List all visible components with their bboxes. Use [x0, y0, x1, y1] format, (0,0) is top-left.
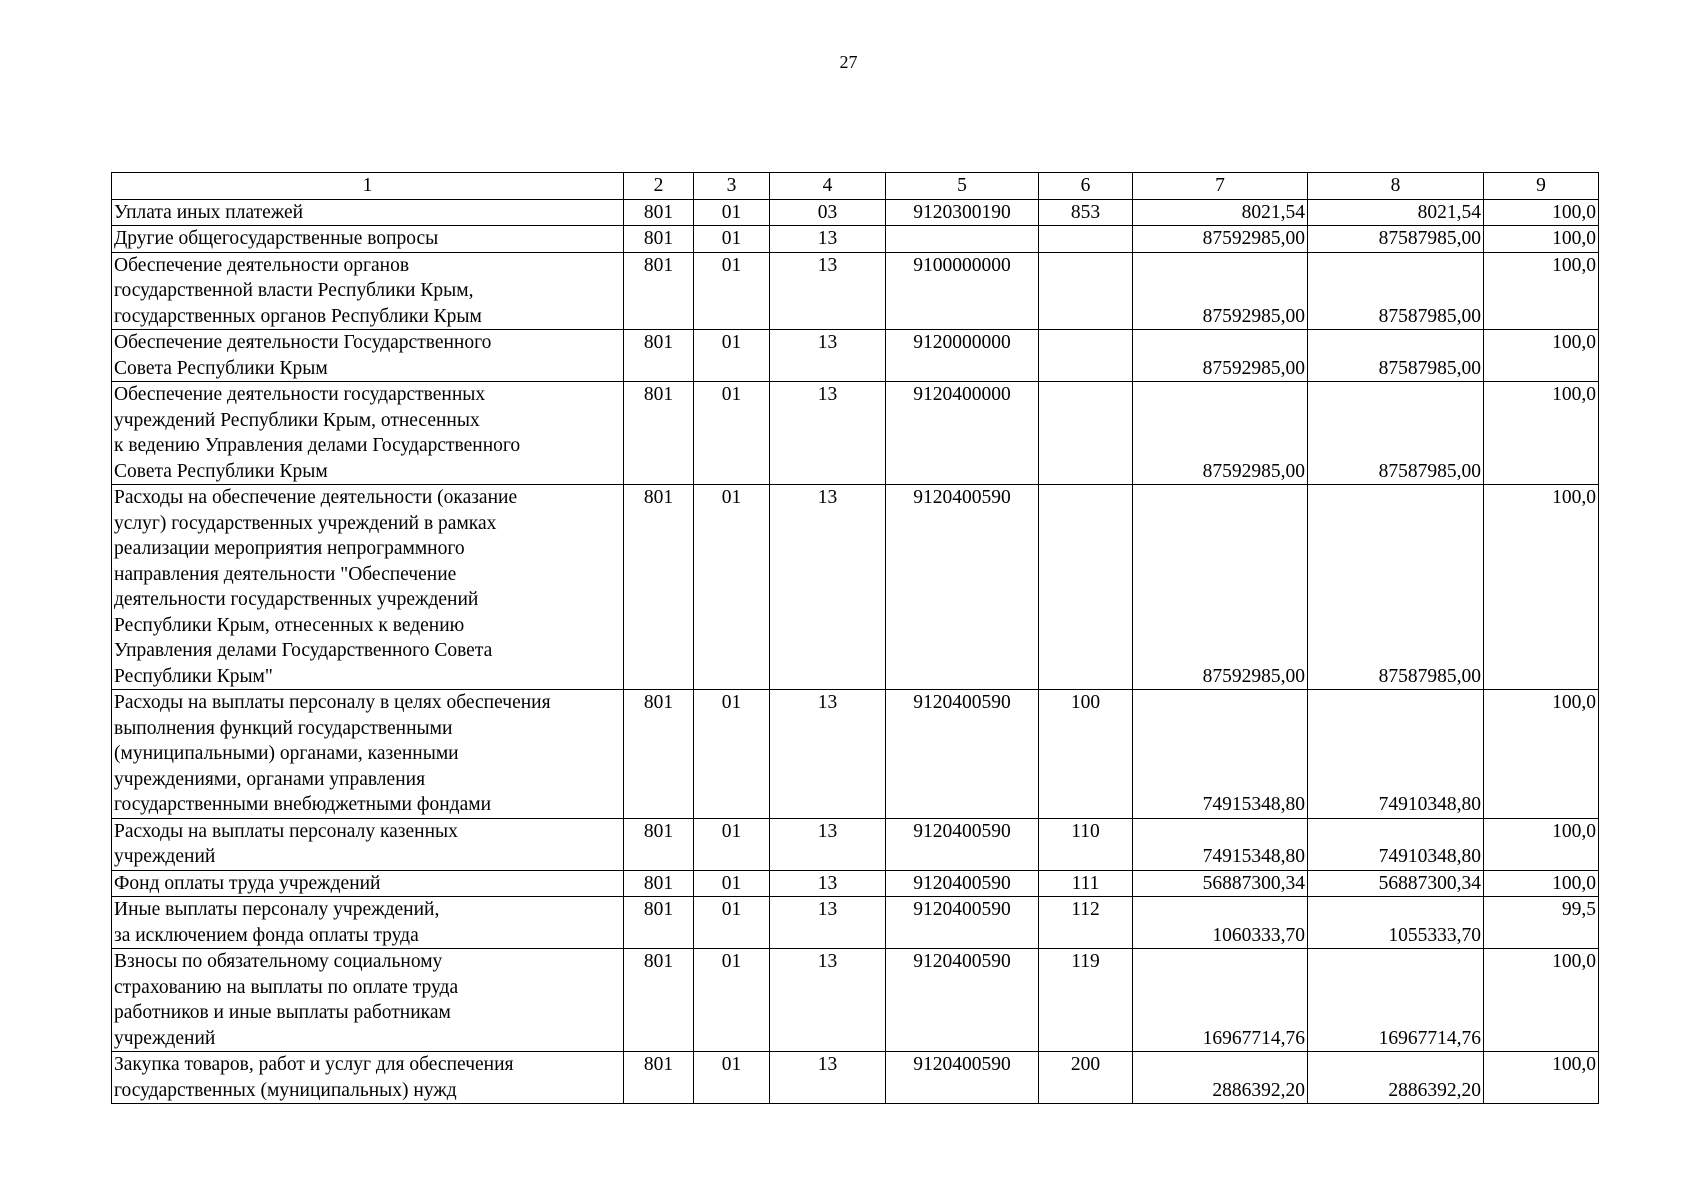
table-row [112, 690, 1599, 819]
cell-planned-amount: 87592985,00 [1133, 252, 1308, 330]
cell-expense-type: 119 [1039, 949, 1133, 1052]
cell-execution-percent: 100,0 [1484, 949, 1599, 1052]
cell-code-admin: 801 [624, 330, 694, 382]
cell-subsection: 13 [770, 949, 886, 1052]
cell-planned-amount: 87592985,00 [1133, 382, 1308, 485]
cell-planned-amount: 16967714,76 [1133, 949, 1308, 1052]
cell-subsection: 13 [770, 1052, 886, 1104]
cell-section: 01 [694, 485, 770, 690]
table-row [112, 870, 1599, 897]
cell-code-admin: 801 [624, 199, 694, 226]
cell-section: 01 [694, 199, 770, 226]
table-row [112, 330, 1599, 382]
table-row [112, 252, 1599, 330]
cell-code-admin: 801 [624, 949, 694, 1052]
header-cell-8: 8 [1308, 173, 1484, 200]
cell-execution-percent: 100,0 [1484, 1052, 1599, 1104]
table-row [112, 818, 1599, 870]
cell-executed-amount: 56887300,34 [1308, 870, 1484, 897]
cell-expense-type: 111 [1039, 870, 1133, 897]
cell-code-admin: 801 [624, 818, 694, 870]
cell-name: Фонд оплаты труда учреждений [112, 870, 624, 897]
cell-executed-amount: 87587985,00 [1308, 330, 1484, 382]
cell-execution-percent: 100,0 [1484, 330, 1599, 382]
cell-target-article: 9120400590 [886, 690, 1039, 819]
cell-executed-amount: 87587985,00 [1308, 252, 1484, 330]
cell-expense-type: 200 [1039, 1052, 1133, 1104]
cell-section: 01 [694, 818, 770, 870]
cell-executed-amount: 74910348,80 [1308, 818, 1484, 870]
cell-code-admin: 801 [624, 897, 694, 949]
header-cell-1: 1 [112, 173, 624, 200]
cell-expense-type [1039, 252, 1133, 330]
cell-execution-percent: 100,0 [1484, 226, 1599, 253]
budget-table [111, 172, 1599, 1104]
cell-expense-type [1039, 485, 1133, 690]
cell-planned-amount: 1060333,70 [1133, 897, 1308, 949]
cell-planned-amount: 74915348,80 [1133, 690, 1308, 819]
cell-target-article: 9120400000 [886, 382, 1039, 485]
cell-section: 01 [694, 870, 770, 897]
cell-planned-amount: 2886392,20 [1133, 1052, 1308, 1104]
table-row [112, 199, 1599, 226]
cell-executed-amount: 87587985,00 [1308, 382, 1484, 485]
cell-name: Расходы на выплаты персоналу в целях обеспечения выполнения функций государственными (муниципальными) органами, казенными учреждениями, органами управления государственными внебюджетными фондами [112, 690, 624, 819]
cell-executed-amount: 2886392,20 [1308, 1052, 1484, 1104]
cell-expense-type: 110 [1039, 818, 1133, 870]
cell-subsection: 13 [770, 897, 886, 949]
cell-section: 01 [694, 330, 770, 382]
cell-target-article: 9120400590 [886, 485, 1039, 690]
cell-executed-amount: 87587985,00 [1308, 226, 1484, 253]
cell-executed-amount: 8021,54 [1308, 199, 1484, 226]
cell-target-article: 9120400590 [886, 1052, 1039, 1104]
cell-execution-percent: 100,0 [1484, 690, 1599, 819]
cell-expense-type [1039, 330, 1133, 382]
table-body [112, 173, 1599, 1104]
cell-target-article [886, 226, 1039, 253]
cell-code-admin: 801 [624, 1052, 694, 1104]
cell-target-article: 9100000000 [886, 252, 1039, 330]
cell-execution-percent: 99,5 [1484, 897, 1599, 949]
cell-section: 01 [694, 949, 770, 1052]
cell-expense-type [1039, 382, 1133, 485]
cell-target-article: 9120400590 [886, 897, 1039, 949]
cell-code-admin: 801 [624, 690, 694, 819]
cell-planned-amount: 8021,54 [1133, 199, 1308, 226]
header-row [112, 173, 1599, 200]
cell-subsection: 13 [770, 382, 886, 485]
table-row [112, 226, 1599, 253]
cell-name: Взносы по обязательному социальному страхованию на выплаты по оплате труда работников и иные выплаты работникам учреждений [112, 949, 624, 1052]
header-cell-9: 9 [1484, 173, 1599, 200]
cell-subsection: 13 [770, 226, 886, 253]
cell-target-article: 9120400590 [886, 818, 1039, 870]
cell-execution-percent: 100,0 [1484, 199, 1599, 226]
cell-subsection: 13 [770, 252, 886, 330]
header-cell-3: 3 [694, 173, 770, 200]
cell-executed-amount: 74910348,80 [1308, 690, 1484, 819]
cell-planned-amount: 87592985,00 [1133, 485, 1308, 690]
cell-name: Обеспечение деятельности органов государственной власти Республики Крым, государственных органов Республики Крым [112, 252, 624, 330]
table-row [112, 382, 1599, 485]
cell-section: 01 [694, 382, 770, 485]
cell-subsection: 13 [770, 485, 886, 690]
cell-expense-type: 112 [1039, 897, 1133, 949]
cell-target-article: 9120300190 [886, 199, 1039, 226]
cell-name: Другие общегосударственные вопросы [112, 226, 624, 253]
cell-section: 01 [694, 226, 770, 253]
table-row [112, 897, 1599, 949]
cell-name: Расходы на обеспечение деятельности (оказание услуг) государственных учреждений в рамках реализации мероприятия непрограммного направления деятельности "Обеспечение деятельности государственных учреждений Республики Крым, отнесенных к ведению Управления делами Государственного Совета Республики Крым" [112, 485, 624, 690]
cell-code-admin: 801 [624, 252, 694, 330]
cell-section: 01 [694, 897, 770, 949]
cell-execution-percent: 100,0 [1484, 818, 1599, 870]
cell-expense-type: 100 [1039, 690, 1133, 819]
cell-execution-percent: 100,0 [1484, 252, 1599, 330]
cell-subsection: 13 [770, 690, 886, 819]
cell-section: 01 [694, 252, 770, 330]
cell-target-article: 9120000000 [886, 330, 1039, 382]
cell-subsection: 13 [770, 870, 886, 897]
cell-section: 01 [694, 690, 770, 819]
cell-code-admin: 801 [624, 226, 694, 253]
cell-executed-amount: 16967714,76 [1308, 949, 1484, 1052]
cell-target-article: 9120400590 [886, 870, 1039, 897]
cell-planned-amount: 87592985,00 [1133, 330, 1308, 382]
cell-name: Расходы на выплаты персоналу казенных учреждений [112, 818, 624, 870]
cell-name: Уплата иных платежей [112, 199, 624, 226]
header-cell-4: 4 [770, 173, 886, 200]
cell-name: Закупка товаров, работ и услуг для обеспечения государственных (муниципальных) нужд [112, 1052, 624, 1104]
cell-executed-amount: 87587985,00 [1308, 485, 1484, 690]
cell-code-admin: 801 [624, 870, 694, 897]
cell-execution-percent: 100,0 [1484, 382, 1599, 485]
cell-subsection: 03 [770, 199, 886, 226]
cell-execution-percent: 100,0 [1484, 870, 1599, 897]
cell-name: Иные выплаты персоналу учреждений, за исключением фонда оплаты труда [112, 897, 624, 949]
cell-executed-amount: 1055333,70 [1308, 897, 1484, 949]
cell-subsection: 13 [770, 818, 886, 870]
cell-code-admin: 801 [624, 382, 694, 485]
header-cell-5: 5 [886, 173, 1039, 200]
cell-target-article: 9120400590 [886, 949, 1039, 1052]
cell-expense-type [1039, 226, 1133, 253]
cell-name: Обеспечение деятельности Государственного Совета Республики Крым [112, 330, 624, 382]
header-cell-6: 6 [1039, 173, 1133, 200]
cell-subsection: 13 [770, 330, 886, 382]
header-cell-2: 2 [624, 173, 694, 200]
cell-code-admin: 801 [624, 485, 694, 690]
cell-execution-percent: 100,0 [1484, 485, 1599, 690]
cell-planned-amount: 87592985,00 [1133, 226, 1308, 253]
cell-planned-amount: 74915348,80 [1133, 818, 1308, 870]
page-number: 27 [839, 52, 858, 72]
cell-planned-amount: 56887300,34 [1133, 870, 1308, 897]
cell-name: Обеспечение деятельности государственных учреждений Республики Крым, отнесенных к ведению Управления делами Государственного Совета Республики Крым [112, 382, 624, 485]
table-row [112, 485, 1599, 690]
table-row [112, 949, 1599, 1052]
header-cell-7: 7 [1133, 173, 1308, 200]
table-row [112, 1052, 1599, 1104]
cell-section: 01 [694, 1052, 770, 1104]
cell-expense-type: 853 [1039, 199, 1133, 226]
